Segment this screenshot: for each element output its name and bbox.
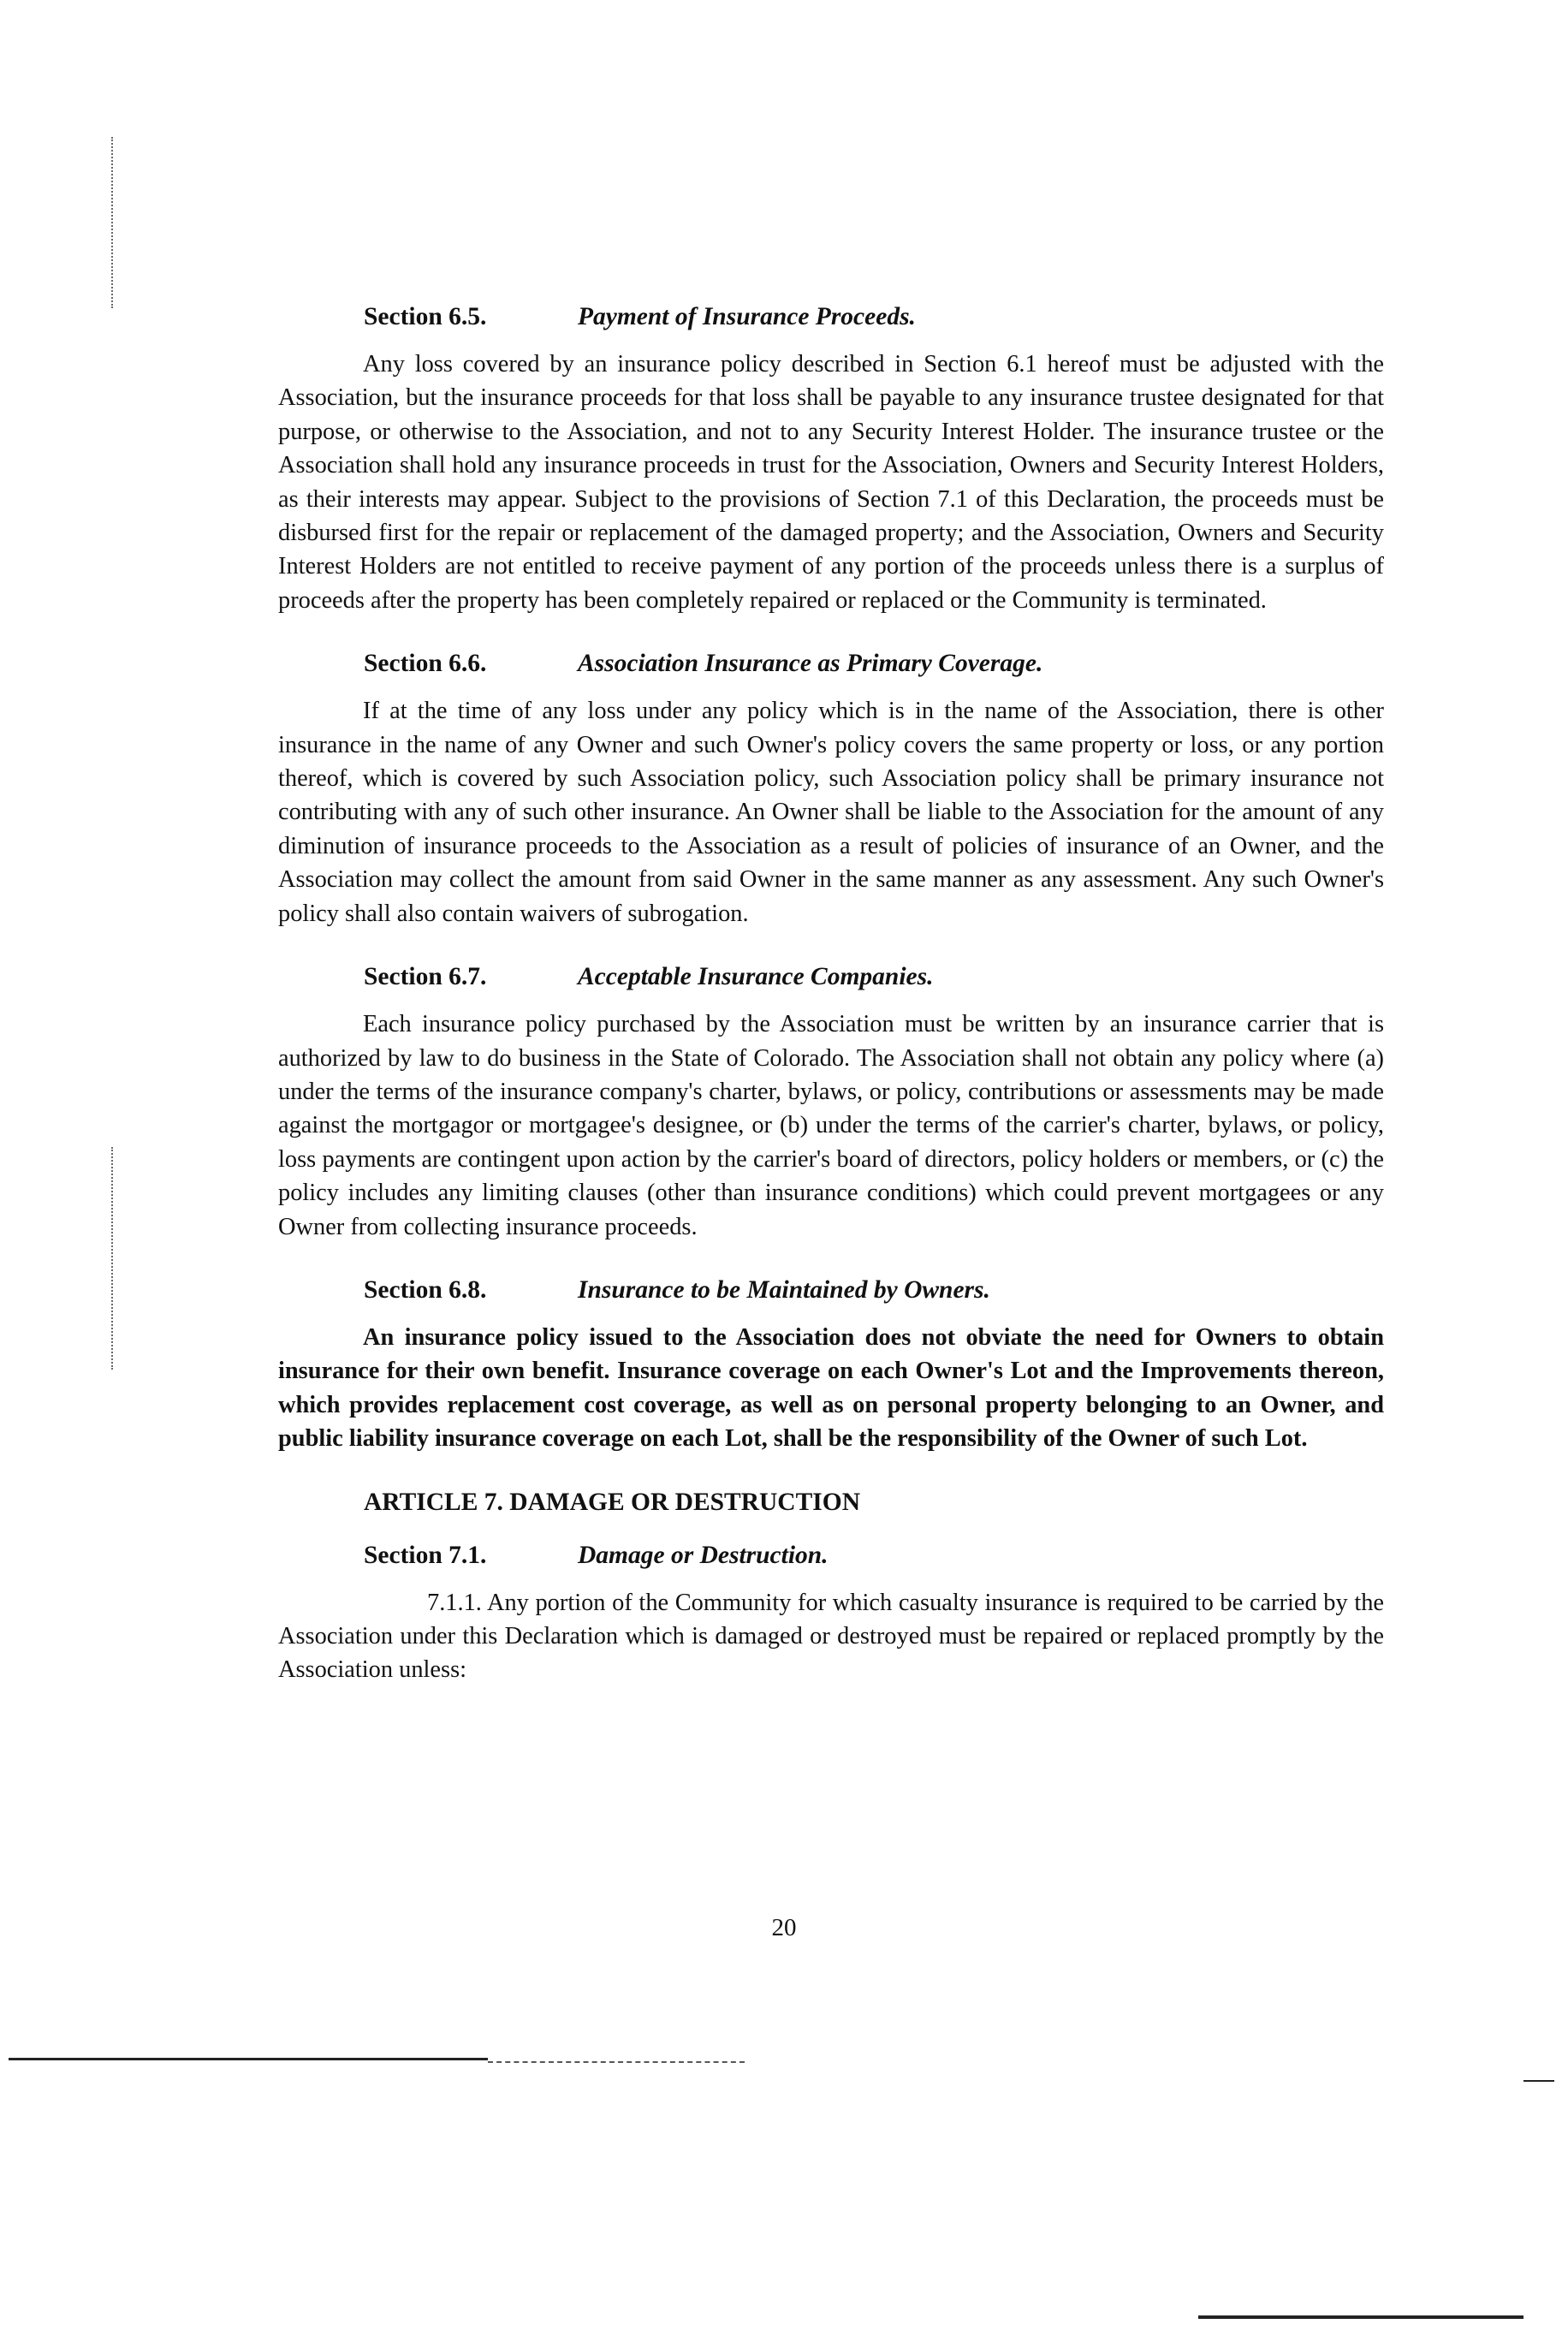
article-heading: ARTICLE 7. DAMAGE OR DESTRUCTION (364, 1488, 861, 1516)
section-heading (364, 300, 1384, 334)
section-number: Section 6.7. (364, 963, 487, 991)
section-paragraph: 7.1.1. Any portion of the Community for which casualty insurance is required to be carried by the Association under this Declaration which is damaged or destroyed must be repaired or replaced promptly by the Association unless: (278, 1589, 1384, 1684)
scan-artifact-left-margin-mid (111, 1147, 113, 1370)
section-title: Payment of Insurance Proceeds. (578, 303, 916, 330)
section-number: Section 7.1. (364, 1541, 487, 1569)
scan-artifact-left-margin-top (111, 137, 113, 308)
section-heading (364, 1273, 1384, 1307)
section-heading (364, 1538, 1384, 1572)
section-title: Damage or Destruction. (578, 1541, 829, 1569)
section-number: Section 6.6. (364, 650, 487, 678)
scan-artifact-bottom-rule (9, 2058, 488, 2060)
section-paragraph: Each insurance policy purchased by the Association must be written by an insurance carrier that is authorized by law to do business in the State of Colorado. The Association shall not obtain any policy where (a) under the terms of the insurance company's charter, bylaws, or policy, contributions or assessments may be made against the mortgagor or mortgagee's designee, or (b) under the terms of the carrier's charter, bylaws, or policy, loss payments are contingent upon action by the carrier's board of directors, policy holders or members, or (c) the policy includes any limiting clauses (other than insurance conditions) which could prevent mortgagees or any Owner from collecting insurance proceeds. (278, 1011, 1384, 1240)
section-title: Acceptable Insurance Companies. (578, 963, 934, 991)
scan-artifact-bottom-right-smear (1198, 2315, 1523, 2319)
section-paragraph-bold: An insurance policy issued to the Association does not obviate the need for Owners to obtain insurance for their own benefit. Insurance coverage on each Owner's Lot and the Improvements thereon, which provides replacement cost coverage, as well as on personal property belonging to an Owner, and public liability insurance coverage on each Lot, shall be the responsibility of the Owner of such Lot. (278, 1323, 1384, 1453)
section-heading (364, 960, 1384, 994)
section-number: Section 6.5. (364, 303, 487, 330)
document-body (278, 300, 1384, 1716)
page-number: 20 (771, 1914, 797, 1941)
section-number: Section 6.8. (364, 1275, 487, 1304)
scan-artifact-bottom-dashes (488, 2061, 745, 2063)
section-heading (364, 646, 1384, 681)
scan-artifact-right-edge (1523, 2080, 1554, 2082)
section-paragraph: If at the time of any loss under any policy which is in the name of the Association, there is other insurance in the name of any Owner and such Owner's policy covers the same property or loss, or any portion thereof, which is covered by such Association policy, such Association policy shall be primary insurance not contributing with any of such other insurance. An Owner shall be liable to the Association for the amount of any diminution of insurance proceeds to the Association as a result of policies of insurance of an Owner, and the Association may collect the amount from said Owner in the same manner as any assessment. Any such Owner's policy shall also contain waivers of subrogation. (278, 698, 1384, 927)
section-title: Association Insurance as Primary Coverage. (578, 650, 1043, 678)
section-title: Insurance to be Maintained by Owners. (578, 1275, 990, 1304)
section-paragraph: Any loss covered by an insurance policy described in Section 6.1 hereof must be adjusted with the Association, but the insurance proceeds for that loss shall be payable to any insurance trustee designated for that purpose, or otherwise to the Association, and not to any Security Interest Holder. The insurance trustee or the Association shall hold any insurance proceeds in trust for the Association, Owners and Security Interest Holders, as their interests may appear. Subject to the provisions of Section 7.1 of this Declaration, the proceeds must be disbursed first for the repair or replacement of the damaged property; and the Association, Owners and Security Interest Holders are not entitled to receive payment of any portion of the proceeds unless there is a surplus of proceeds after the property has been completely repaired or replaced or the Community is terminated. (278, 351, 1384, 614)
